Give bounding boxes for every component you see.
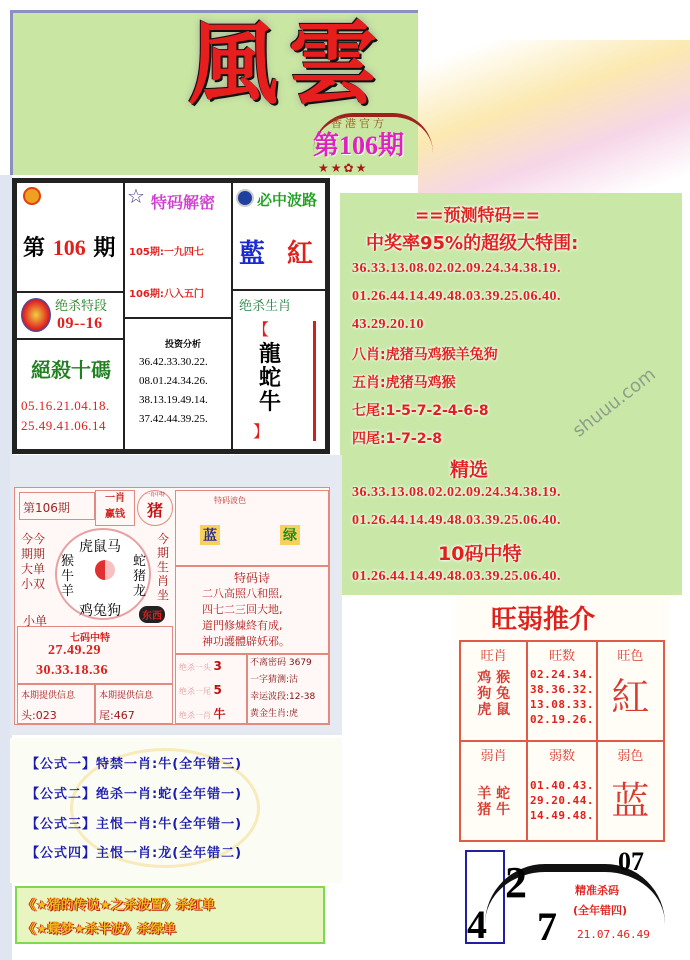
banner-title: 風雲: [188, 11, 388, 117]
kill-note: (全年错四): [573, 904, 628, 917]
number-line: 36.33.13.08.02.02.09.24.34.38.19.: [352, 261, 561, 276]
issue-prefix: 第: [23, 236, 46, 261]
left-text: 大单: [21, 562, 46, 576]
decode-cell: [123, 181, 233, 319]
poem-title: 特码诗: [233, 571, 270, 585]
kill-ten-title: 絕殺十碼: [31, 358, 111, 382]
poem-line: 四七二三回大地,: [202, 603, 283, 616]
left-text: 小双: [21, 577, 46, 591]
invest-line: 38.13.19.49.14.: [139, 394, 208, 406]
num-line: 38.36.32.: [529, 683, 595, 696]
secret-code: 不离密码 3679: [250, 658, 312, 668]
strong-weak-title: 旺弱推介: [491, 605, 596, 635]
invest-title: 投资分析: [165, 340, 202, 350]
legend-line: 《★猪的传说★之杀波置》杀红单: [23, 898, 216, 913]
header-cell: 旺肖: [480, 649, 507, 664]
prediction-panel: [340, 193, 682, 595]
formula-panel: [10, 738, 342, 883]
num-line: 01.40.43.: [529, 779, 595, 792]
weak-color: 蓝: [611, 779, 650, 823]
head-box: [17, 684, 95, 724]
seven-num: 36: [93, 663, 108, 678]
info-grid: [12, 178, 330, 454]
poem-line: 神功護體辟妖邪。: [202, 635, 290, 648]
yinyang-icon: [95, 560, 115, 580]
formula-line: 【公式三】主恨一肖:牛(全年错一): [26, 817, 243, 832]
bracket: 】: [253, 422, 270, 441]
zodiac: 蛇: [259, 366, 282, 391]
wheel-right: 蛇猪龙: [133, 554, 147, 599]
kill-zodiac-value: 牛: [213, 707, 226, 721]
number-line: 01.26.44.14.49.48.03.39.25.06.40.: [352, 289, 561, 304]
seven-num: 29: [86, 643, 101, 658]
banner-issue: 第106期: [313, 131, 405, 160]
seven-num: 49: [67, 643, 82, 658]
kill-segment-value: 09--16: [57, 315, 103, 332]
number-line: 01.26.44.14.49.48.03.39.25.06.40.: [352, 513, 561, 528]
emblem-icon: [23, 187, 41, 205]
ten-title: 10码中特: [438, 543, 522, 565]
small-single: 小单: [23, 614, 48, 628]
wave-blue: 蓝: [200, 525, 220, 545]
wave-box: [175, 490, 329, 566]
issue-cell: [15, 181, 125, 293]
one-code-label: 一肖中特: [144, 492, 165, 498]
info-label: 本期提供信息: [21, 691, 76, 701]
predict-title: ==预测特码==: [415, 206, 540, 226]
number-line: 01.26.44.14.49.48.03.39.25.06.40.: [352, 569, 561, 584]
one-code-badge: [137, 490, 173, 526]
seven-num: 30: [36, 663, 51, 678]
zodiac-pair: 猪 牛: [477, 802, 511, 818]
big-digit: 7: [537, 904, 557, 949]
seven-num: 33: [55, 663, 70, 678]
kill-code-panel: [455, 847, 680, 950]
select-title: 精选: [450, 459, 489, 481]
kill-zodiac-label: 绝杀一肖: [179, 711, 211, 720]
issue-suffix: 期: [93, 236, 116, 261]
star-icon: ☆: [127, 184, 145, 208]
decode-line: 105期:一九四七: [129, 247, 204, 258]
formula-line: 【公式一】特禁一肖:牛(全年错三): [26, 757, 243, 772]
decode-line: 106期:八入五门: [129, 289, 204, 300]
number-line: 36.33.13.08.02.02.09.24.34.38.19.: [352, 485, 561, 500]
seven-num: 18: [74, 663, 89, 678]
kill-nums: 21.07.46.49: [577, 928, 650, 941]
strong-weak-panel: [455, 597, 670, 850]
invest-cell: [123, 317, 233, 451]
wave-color-blue: 藍: [239, 239, 266, 269]
header-cell: 旺数: [548, 649, 575, 664]
strong-color: 紅: [611, 675, 650, 719]
kill-box: [175, 654, 247, 724]
poem-line: 二八高照八和照,: [202, 587, 283, 600]
wave-title: 特码波色: [214, 496, 246, 505]
header-banner: [10, 10, 418, 175]
kill-head-label: 绝杀一头: [179, 663, 211, 672]
issue-number: 106: [52, 235, 86, 260]
zodiac-chart: [14, 487, 330, 725]
kill-segment-title: 绝杀特段: [55, 299, 108, 314]
legend-box: [15, 886, 325, 944]
kill-zodiac-cell: [231, 289, 327, 451]
kill-ten-line: 05.16.21.04.18.: [21, 398, 110, 413]
chart-issue-box: [19, 492, 95, 520]
decorative-gradient: [418, 40, 690, 200]
seven-title: 七码中特: [70, 633, 110, 644]
decode-title: 特码解密: [151, 193, 216, 212]
num-line: 02.19.26.: [529, 713, 595, 726]
header-cell: 弱肖: [480, 749, 507, 764]
zodiac-pair: 鸡 猴: [477, 670, 511, 686]
badge-icon: [236, 189, 254, 207]
tail-box: [95, 684, 173, 724]
banner-arc-text: 香港官方: [331, 117, 387, 130]
header-cell: 弱数: [548, 749, 575, 764]
wave-cell: [231, 181, 327, 291]
zodiac: 牛: [259, 390, 282, 415]
star-row: ★★✿★: [318, 161, 369, 175]
gold-zodiac: 黄金生肖:虎: [250, 709, 299, 719]
formula-line: 【公式二】绝杀一肖:蛇(全年错一): [26, 787, 243, 802]
kill-zodiac-title: 绝杀生肖: [239, 299, 292, 314]
tail-value: 尾:467: [99, 709, 135, 722]
strong-weak-table: [459, 640, 665, 842]
one-code: 猪: [146, 501, 163, 520]
seven-tail: 七尾:1-5-7-2-4-6-8: [352, 403, 489, 419]
wheel-top: 虎鼠马: [79, 539, 121, 555]
header-cell: 弱色: [617, 749, 644, 764]
poem-box: [175, 566, 329, 654]
wheel-left: 猴牛羊: [61, 554, 75, 599]
kill-segment-cell: [15, 291, 125, 340]
poem-line: 道門修煉終有成,: [202, 619, 283, 632]
right-text: 今期生肖坐: [157, 532, 170, 602]
kill-label: 精准杀码: [575, 884, 619, 897]
secret-box: [247, 654, 329, 724]
zodiac: 龍: [259, 342, 282, 367]
invest-line: 36.42.33.30.22.: [139, 356, 208, 368]
four-tail: 四尾:1-7-2-8: [352, 431, 442, 447]
wheel-bottom: 鸡兔狗: [79, 603, 121, 619]
invest-line: 08.01.24.34.26.: [139, 375, 208, 387]
formula-line: 【公式四】主恨一肖:龙(全年错二): [26, 846, 243, 861]
big-digit: 4: [467, 902, 487, 947]
chart-issue: 第106期: [23, 501, 70, 515]
kill-tail-value: 5: [213, 683, 222, 697]
wave-title: 必中波路: [257, 191, 318, 209]
lucky-wave: 幸运波段:12-38: [250, 692, 316, 702]
seven-num: 27: [48, 643, 63, 658]
zodiac-pair: 虎 鼠: [477, 702, 511, 718]
wave-green: 绿: [280, 525, 300, 545]
zodiac-wheel: [55, 528, 151, 620]
num-line: 14.49.48.: [529, 809, 595, 822]
one-zodiac-label: 一肖 赢钱: [95, 490, 135, 526]
head-value: 头:023: [21, 709, 57, 722]
predict-subtitle: 中奖率95%的超级大特围:: [366, 233, 579, 254]
zodiac-pair: 狗 兔: [477, 686, 511, 702]
wave-color-red: 紅: [287, 239, 314, 269]
watermark: shuuu.com: [568, 363, 660, 442]
kill-ten-line: 25.49.41.06.14: [21, 418, 106, 433]
kill-ten-cell: [15, 338, 125, 451]
num-line: 13.08.33.: [529, 698, 595, 711]
left-text: 期期: [21, 547, 46, 561]
kill-head-value: 3: [213, 659, 222, 673]
zodiac-pair: 羊 蛇: [477, 786, 511, 802]
kill-badge: 07: [618, 847, 644, 876]
kill-tail-label: 绝杀一尾: [179, 687, 211, 696]
number-line: 43.29.20.10: [352, 317, 424, 332]
legend-line: 《★蝶梦★杀半波》杀绿单: [23, 922, 177, 937]
invest-line: 37.42.44.39.25.: [139, 413, 208, 425]
taiji-icon: [21, 298, 51, 332]
header-cell: 旺色: [617, 649, 644, 664]
knot-decoration: [313, 321, 316, 441]
big-digit: 2: [505, 858, 527, 907]
eight-zodiac: 八肖:虎猪马鸡猴羊兔狗: [352, 347, 498, 363]
num-line: 02.24.34.: [529, 668, 595, 681]
info-label: 本期提供信息: [99, 691, 154, 701]
bracket: 【: [253, 320, 270, 339]
seven-code-box: 七码中特 27.49.29 30.33.18.36: [17, 626, 173, 684]
num-line: 29.20.44.: [529, 794, 595, 807]
five-zodiac: 五肖:虎猪马鸡猴: [352, 375, 456, 391]
left-text: 今今: [21, 532, 46, 546]
east-west-badge: 东西: [139, 606, 165, 623]
guess: 一字猜测:沽: [250, 675, 299, 685]
